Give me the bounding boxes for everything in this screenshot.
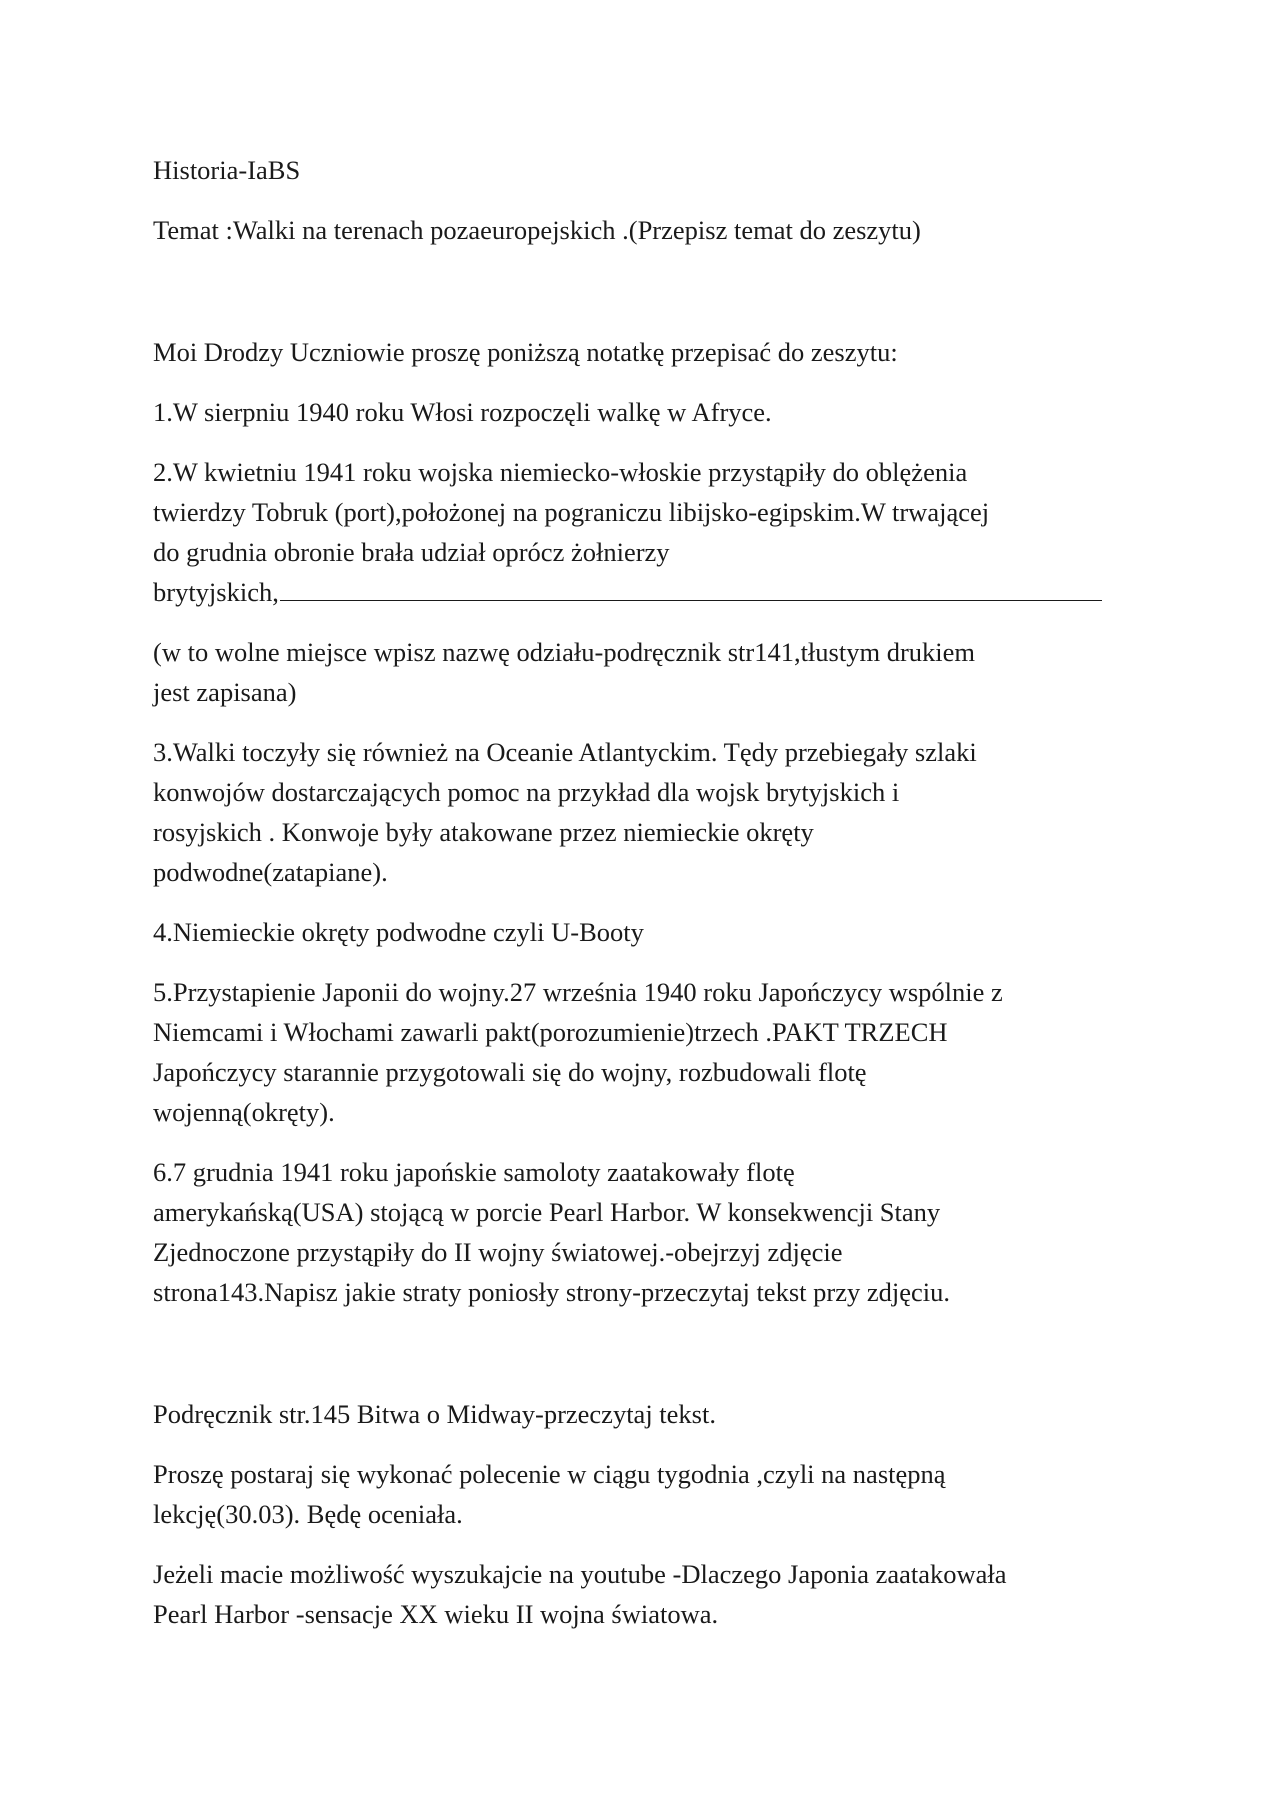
topic-text: Temat :Walki na terenach pozaeuropejskich .(Przepisz temat do zeszytu) [153, 215, 921, 245]
fill-in-blank [280, 574, 1102, 601]
item6-line-2: amerykańską(USA) stojącą w porcie Pearl Harbor. W konsekwencji Stany [153, 1197, 941, 1227]
hint-line-1: (w to wolne miejsce wpisz nazwę odziału-podręcznik str141,tłustym drukiem [153, 637, 976, 667]
note-item-3 [153, 732, 1143, 892]
document-header [153, 150, 1143, 190]
item2-line-4 [153, 572, 1143, 612]
item6-line-4: strona143.Napisz jakie straty poniosły strony-przeczytaj tekst przy zdjęciu. [153, 1277, 950, 1307]
item1-text: 1.W sierpniu 1940 roku Włosi rozpoczęli walkę w Afryce. [153, 397, 772, 427]
item5-line-4: wojenną(okręty). [153, 1097, 335, 1127]
youtube-line-2: Pearl Harbor -sensacje XX wieku II wojna światowa. [153, 1599, 719, 1629]
note-item-2 [153, 452, 1143, 612]
hint-paragraph [153, 632, 1143, 712]
item2-line-4-text: brytyjskich, [153, 577, 279, 607]
header-text: Historia-IaBS [153, 155, 301, 185]
item3-line-3: rosyjskich . Konwoje były atakowane przez niemieckie okręty [153, 817, 814, 847]
note-item-6 [153, 1152, 1143, 1312]
lesson-topic [153, 210, 1143, 250]
note-item-1 [153, 392, 1143, 432]
intro-text: Moi Drodzy Uczniowie proszę poniższą notatkę przepisać do zeszytu: [153, 337, 898, 367]
item5-line-3: Japończycy starannie przygotowali się do wojny, rozbudowali flotę [153, 1057, 867, 1087]
item2-line-3: do grudnia obronie brała udział oprócz żołnierzy [153, 537, 670, 567]
request-line-2: lekcję(30.03). Będę oceniała. [153, 1499, 463, 1529]
item2-line-2: twierdzy Tobruk (port),położonej na pograniczu libijsko-egipskim.W trwającej [153, 497, 990, 527]
midway-text: Podręcznik str.145 Bitwa o Midway-przeczytaj tekst. [153, 1399, 716, 1429]
spacer [153, 1332, 1143, 1394]
note-item-4 [153, 912, 1143, 952]
spacer [153, 270, 1143, 332]
item4-text: 4.Niemieckie okręty podwodne czyli U-Booty [153, 917, 644, 947]
item6-line-1: 6.7 grudnia 1941 roku japońskie samoloty zaatakowały flotę [153, 1157, 795, 1187]
item5-line-1: 5.Przystapienie Japonii do wojny.27 września 1940 roku Japończycy wspólnie z [153, 977, 1003, 1007]
item2-line-1: 2.W kwietniu 1941 roku wojska niemiecko-włoskie przystąpiły do oblężenia [153, 457, 968, 487]
request-paragraph [153, 1454, 1143, 1534]
document-body [153, 150, 1143, 1654]
item5-line-2: Niemcami i Włochami zawarli pakt(porozumienie)trzech .PAKT TRZECH [153, 1017, 948, 1047]
item3-line-1: 3.Walki toczyły się również na Oceanie Atlantyckim. Tędy przebiegały szlaki [153, 737, 977, 767]
item3-line-4: podwodne(zatapiane). [153, 857, 388, 887]
youtube-paragraph [153, 1554, 1143, 1634]
item3-line-2: konwojów dostarczających pomoc na przykład dla wojsk brytyjskich i [153, 777, 900, 807]
midway-paragraph [153, 1394, 1143, 1434]
hint-line-2: jest zapisana) [153, 677, 297, 707]
youtube-line-1: Jeżeli macie możliwość wyszukajcie na youtube -Dlaczego Japonia zaatakowała [153, 1559, 1007, 1589]
item6-line-3: Zjednoczone przystąpiły do II wojny światowej.-obejrzyj zdjęcie [153, 1237, 843, 1267]
request-line-1: Proszę postaraj się wykonać polecenie w ciągu tygodnia ,czyli na następną [153, 1459, 946, 1489]
note-item-5 [153, 972, 1143, 1132]
intro-paragraph [153, 332, 1143, 372]
